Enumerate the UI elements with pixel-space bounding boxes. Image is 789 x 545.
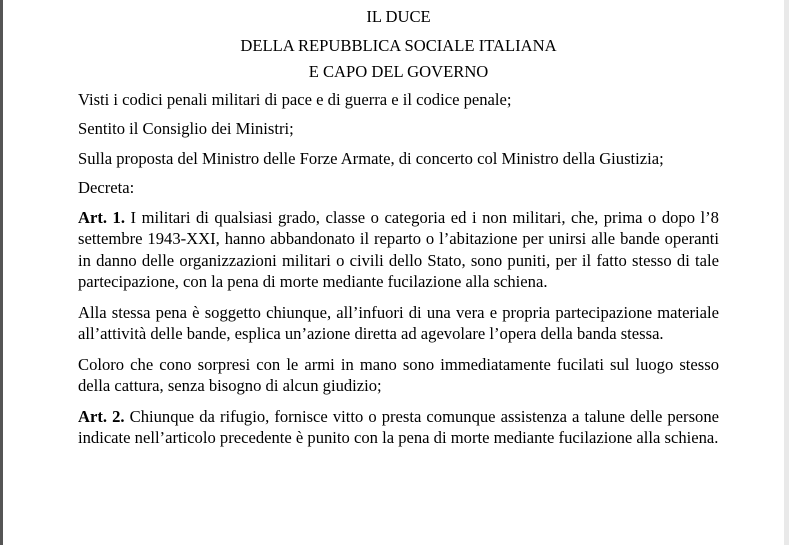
preamble-visti: Visti i codici penali militari di pace e di guerra e il codice penale; bbox=[78, 89, 512, 109]
article-2-text: Chiunque da rifugio, fornisce vitto o presta comunque assistenza a talune delle persone indicate nell’articolo precedente è punito con la pena di morte mediante fucilazione alla schiena. bbox=[78, 406, 719, 447]
preamble-decreta: Decreta: bbox=[78, 178, 135, 197]
decree-document bbox=[78, 6, 719, 449]
preamble-proposta: Sulla proposta del Ministro delle Forze Armate, di concerto col Ministro della Giustizia; bbox=[78, 148, 664, 168]
article-2 bbox=[78, 406, 719, 449]
paragraph-stessa-pena: Alla stessa pena è soggetto chiunque, all’infuori di una vera e propria partecipazione materiale all’attività delle bande, esplica un’azione diretta ad agevolare l’opera della banda stessa. bbox=[78, 302, 719, 343]
page-left-border bbox=[0, 0, 3, 545]
article-1-text: I militari di qualsiasi grado, classe o categoria ed i non militari, che, prima o dopo l’8 settembre 1943-XXI, hanno abbandonato il reparto o l’abitazione per unirsi alle bande operanti in danno delle organizzazioni militari o civili dello Stato, sono puniti, per il fatto stesso di tale partecipazione, con la pena di morte mediante fucilazione alla schiena. bbox=[78, 207, 719, 291]
heading-capo-governo: E CAPO DEL GOVERNO bbox=[308, 62, 489, 81]
article-1-label: Art. 1. bbox=[78, 207, 125, 227]
heading-repubblica: DELLA REPUBBLICA SOCIALE ITALIANA bbox=[240, 35, 557, 55]
heading-il-duce: IL DUCE bbox=[366, 7, 431, 26]
page-right-border bbox=[784, 0, 789, 545]
article-2-label: Art. 2. bbox=[78, 406, 125, 426]
paragraph-sorpresi: Coloro che cono sorpresi con le armi in mano sono immediatamente fucilati sul luogo stesso della cattura, senza bisogno di alcun giudizio; bbox=[78, 354, 719, 395]
preamble-sentito: Sentito il Consiglio dei Ministri; bbox=[78, 119, 294, 138]
article-1 bbox=[78, 207, 719, 293]
